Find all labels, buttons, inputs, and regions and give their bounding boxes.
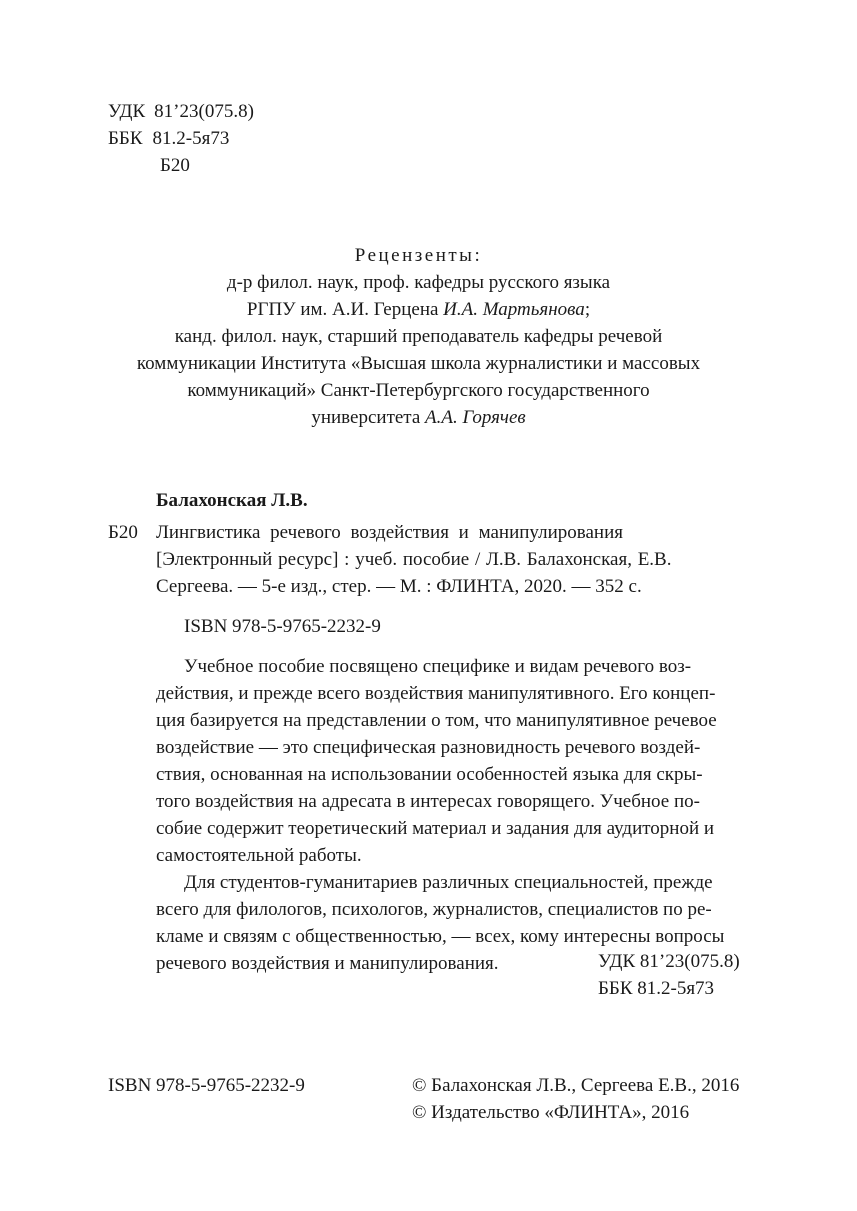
reviewer-name-2: А.А. Горячев bbox=[425, 407, 526, 428]
annotation-p2-line: речевого воздействия и манипулирования. bbox=[156, 953, 499, 974]
annotation-p2-line: Для студентов-гуманитариев различных специальностей, прежде bbox=[184, 872, 713, 893]
catalog-line-2: [Электронный ресурс] : учеб. пособие / Л.В. Балахонская, Е.В. bbox=[156, 549, 672, 570]
catalog-line-3: Сергеева. — 5-е изд., стер. — М. : ФЛИНТА, 2020. — 352 с. bbox=[156, 576, 642, 597]
reviewer-line-6: университета А.А. Горячев bbox=[311, 407, 526, 428]
catalog-isbn: ISBN 978-5-9765-2232-9 bbox=[184, 616, 381, 637]
reviewer-line-4: коммуникации Института «Высшая школа журналистики и массовых bbox=[136, 353, 701, 374]
annotation-p1-line: того воздействия на адресата в интересах говорящего. Учебное по- bbox=[156, 791, 700, 812]
bbk-label: ББК bbox=[108, 128, 143, 149]
annotation-p1-line: Учебное пособие посвящено специфике и видам речевого воз- bbox=[184, 656, 692, 677]
annotation-p1-line: ция базируется на представлении о том, что манипулятивное речевое bbox=[156, 710, 717, 731]
annotation-p2-line: кламе и связям с общественностью, — всех, кому интересны вопросы bbox=[156, 926, 725, 947]
reviewer-line-2: РГПУ им. А.И. Герцена И.А. Мартьянова; bbox=[246, 299, 591, 320]
annotation-p1-line: воздействие — это специфическая разновидность речевого воздей- bbox=[156, 737, 701, 758]
catalog-line-1: Лингвистика речевого воздействия и манипулирования bbox=[156, 522, 623, 543]
udk-value: 81’23(075.8) bbox=[154, 101, 254, 122]
annotation-p1-line: собие содержит теоретический материал и задания для аудиторной и bbox=[156, 818, 715, 839]
reviewer-name-1: И.А. Мартьянова bbox=[443, 299, 585, 320]
bbk-line bbox=[108, 125, 229, 152]
annotation-p2-line: всего для филологов, психологов, журналистов, специалистов по ре- bbox=[156, 899, 712, 920]
reviewer-line-1: д-р филол. наук, проф. кафедры русского языка bbox=[226, 272, 611, 293]
catalog-author: Балахонская Л.В. bbox=[156, 490, 308, 511]
reviewer-line-5: коммуникаций» Санкт-Петербургского государственного bbox=[187, 380, 650, 401]
annotation-bbk: ББК 81.2-5я73 bbox=[598, 978, 715, 999]
annotation-p1-line: самостоятельной работы. bbox=[156, 845, 362, 866]
reviewers-heading: Рецензенты: bbox=[354, 245, 483, 266]
udk-label: УДК bbox=[108, 101, 146, 122]
bbk-value: 81.2-5я73 bbox=[152, 128, 230, 149]
catalog-mark: Б20 bbox=[108, 522, 138, 543]
author-mark-top: Б20 bbox=[160, 155, 190, 176]
annotation-udk: УДК 81’23(075.8) bbox=[598, 951, 740, 972]
annotation-p1-line: действия, и прежде всего воздействия манипулятивного. Его концеп- bbox=[156, 683, 716, 704]
annotation-p1-line: ствия, основанная на использовании особенностей языка для скры- bbox=[156, 764, 703, 785]
udk-line bbox=[108, 98, 254, 125]
footer-copyright-publisher: © Издательство «ФЛИНТА», 2016 bbox=[412, 1102, 690, 1123]
footer-isbn: ISBN 978-5-9765-2232-9 bbox=[108, 1075, 305, 1096]
reviewer-line-3: канд. филол. наук, старший преподаватель кафедры речевой bbox=[174, 326, 663, 347]
footer-copyright-authors: © Балахонская Л.В., Сергеева Е.В., 2016 bbox=[412, 1075, 740, 1096]
